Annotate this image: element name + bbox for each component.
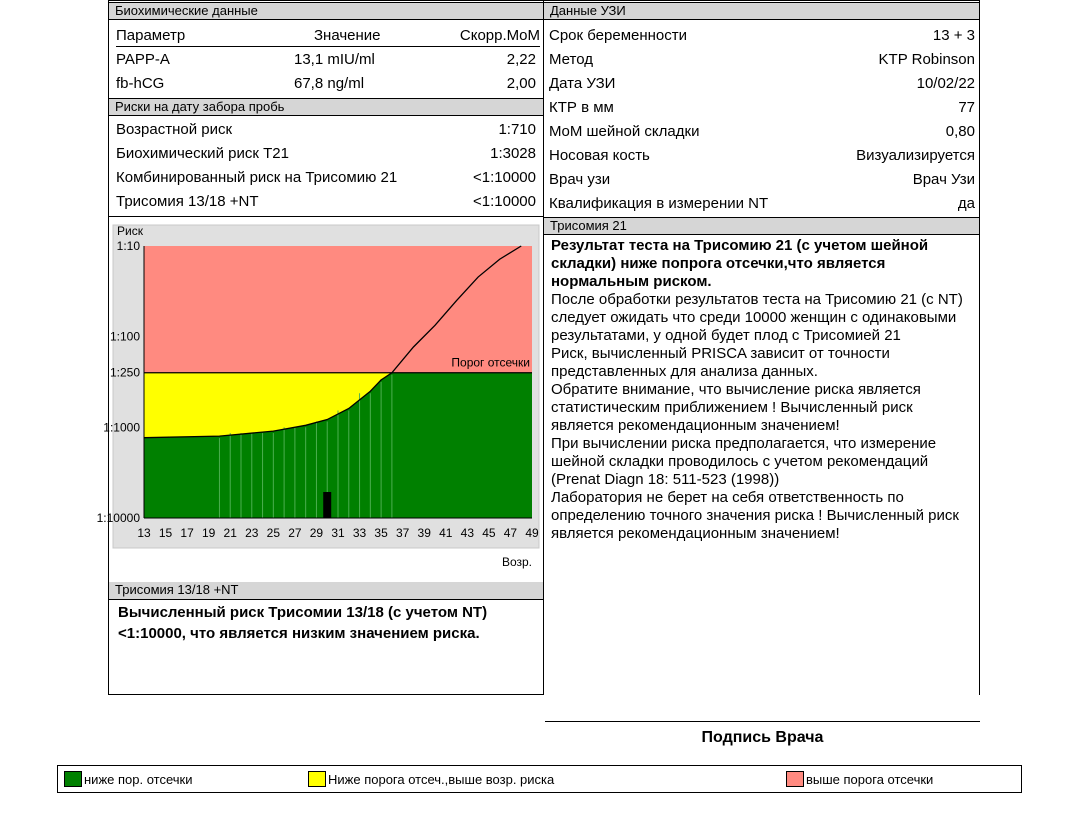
risk-chart bbox=[96, 220, 542, 580]
patient-marker bbox=[323, 492, 331, 518]
t21-paragraph: Лаборатория не берет на себя ответственность по определению точного значения риска ! Вычисленный риск является рекомендационным значением! bbox=[551, 489, 959, 542]
y-tick-label: 1:1000 bbox=[103, 420, 140, 435]
ultrasound-label: Квалификация в измерении NT bbox=[549, 195, 769, 212]
t21-paragraph: После обработки результатов теста на Трисомию 21 (с NT) следует ожидать что среди 10000 женщин с одинаковыми результатами, у одной будет плод с Трисомией 21 bbox=[551, 291, 963, 344]
y-tick-label: 1:250 bbox=[109, 365, 140, 380]
x-axis-label: Возр. bbox=[501, 555, 532, 569]
threshold-label: Порог отсечки bbox=[451, 355, 530, 370]
signature-line bbox=[545, 721, 980, 722]
t1318-result: Вычисленный риск Трисомии 13/18 (с учетом NT) <1:10000, что является низким значением риска. bbox=[118, 604, 488, 642]
ultrasound-value: KTP Robinson bbox=[878, 51, 975, 68]
y-tick-label: 1:10 bbox=[116, 239, 140, 253]
param-mom: 2,22 bbox=[506, 51, 536, 68]
t21-header: Трисомия 21 bbox=[544, 217, 979, 235]
param-mom: 2,00 bbox=[506, 75, 536, 92]
col-value: Значение bbox=[314, 27, 381, 44]
t1318-header: Трисомия 13/18 +NT bbox=[109, 582, 543, 600]
risk-value: 1:3028 bbox=[490, 145, 536, 162]
x-tick-label: 37 bbox=[395, 526, 410, 540]
x-tick-label: 41 bbox=[439, 526, 453, 540]
ultrasound-value: 13 + 3 bbox=[932, 27, 975, 44]
param-name: fb-hCG bbox=[116, 75, 165, 92]
x-tick-label: 43 bbox=[460, 526, 475, 540]
x-tick-label: 19 bbox=[201, 526, 216, 540]
ultrasound-value: Врач Узи bbox=[912, 171, 975, 188]
y-axis-label: Риск bbox=[117, 224, 143, 238]
risk-value: 1:710 bbox=[498, 121, 536, 138]
ultrasound-value: 77 bbox=[958, 99, 975, 116]
t21-paragraph: При вычислении риска предполагается, что измерение шейной складки проводилось с учетом рекомендаций (Prenat Diagn 18: 511-523 (1998)) bbox=[551, 435, 937, 488]
risk-label: Биохимический риск Т21 bbox=[116, 145, 289, 162]
ultrasound-label: MoM шейной складки bbox=[549, 123, 700, 140]
ultrasound-label: Срок беременности bbox=[549, 27, 688, 44]
risks-header: Риски на дату забора пробь bbox=[109, 98, 543, 116]
ultrasound-label: Метод bbox=[549, 51, 593, 68]
param-value: 67,8 ng/ml bbox=[294, 75, 365, 92]
legend-label: выше порога отсечки bbox=[806, 772, 934, 787]
x-tick-label: 35 bbox=[374, 526, 388, 540]
x-tick-label: 39 bbox=[417, 526, 431, 540]
ultrasound-label: Дата УЗИ bbox=[549, 75, 616, 92]
x-tick-label: 17 bbox=[180, 526, 194, 540]
biochem-column-headers bbox=[116, 26, 540, 46]
t21-text bbox=[551, 237, 976, 543]
x-tick-label: 33 bbox=[352, 526, 367, 540]
risk-label: Возрастной риск bbox=[116, 121, 233, 138]
x-tick-label: 49 bbox=[525, 526, 539, 540]
ultrasound-value: 10/02/22 bbox=[916, 75, 975, 92]
ultrasound-value: да bbox=[957, 195, 975, 212]
legend-label: ниже пор. отсечки bbox=[84, 772, 193, 787]
biochem-header: Биохимические данные bbox=[109, 2, 543, 20]
t21-paragraph: Риск, вычисленный PRISCA зависит от точности представленных для анализа данных. bbox=[551, 345, 890, 380]
legend-swatch-yellow bbox=[308, 771, 326, 787]
x-tick-label: 15 bbox=[158, 526, 173, 540]
legend bbox=[57, 765, 1022, 793]
param-value: 13,1 mIU/ml bbox=[294, 51, 375, 68]
ultrasound-label: Носовая кость bbox=[549, 147, 650, 164]
y-tick-label: 1:100 bbox=[109, 329, 140, 344]
x-tick-label: 23 bbox=[245, 526, 259, 540]
t21-paragraph: Обратите внимание, что вычисление риска является статистическим приближением ! Вычисленный риск является рекомендационным значением! bbox=[551, 381, 921, 434]
risk-label: Комбинированный риск на Трисомию 21 bbox=[116, 169, 398, 186]
param-name: PAPP-A bbox=[116, 51, 170, 68]
y-tick-label: 1:10000 bbox=[96, 511, 140, 525]
legend-swatch-green bbox=[64, 771, 82, 787]
risk-value: <1:10000 bbox=[473, 169, 536, 186]
col-param: Параметр bbox=[116, 27, 186, 44]
legend-swatch-red bbox=[786, 771, 804, 787]
x-tick-label: 47 bbox=[503, 526, 518, 540]
legend-label: Ниже порога отсеч.,выше возр. риска bbox=[328, 772, 555, 787]
col-mom: Скорр.MoM bbox=[459, 27, 540, 44]
ultrasound-header: Данные УЗИ bbox=[544, 2, 979, 20]
x-tick-label: 31 bbox=[331, 526, 345, 540]
ultrasound-value: 0,80 bbox=[945, 123, 975, 140]
risk-label: Трисомия 13/18 +NT bbox=[116, 193, 259, 210]
risk-value: <1:10000 bbox=[473, 193, 536, 210]
x-tick-label: 25 bbox=[266, 526, 281, 540]
doctor-signature-label: Подпись Врача bbox=[701, 729, 824, 746]
x-tick-label: 29 bbox=[309, 526, 324, 540]
x-tick-label: 27 bbox=[288, 526, 302, 540]
above-threshold-region bbox=[144, 246, 532, 373]
ultrasound-label: КТР в мм bbox=[549, 99, 614, 116]
x-tick-label: 13 bbox=[137, 526, 151, 540]
ultrasound-value: Визуализируется bbox=[856, 147, 975, 164]
t21-result: Результат теста на Трисомию 21 (с учетом шейной складки) ниже попрога отсечки,что является нормальным риском. bbox=[551, 237, 929, 290]
right-border bbox=[979, 0, 980, 695]
middle-border bbox=[543, 0, 544, 695]
x-tick-label: 45 bbox=[482, 526, 496, 540]
x-tick-label: 21 bbox=[223, 526, 237, 540]
ultrasound-label: Врач узи bbox=[549, 171, 611, 188]
